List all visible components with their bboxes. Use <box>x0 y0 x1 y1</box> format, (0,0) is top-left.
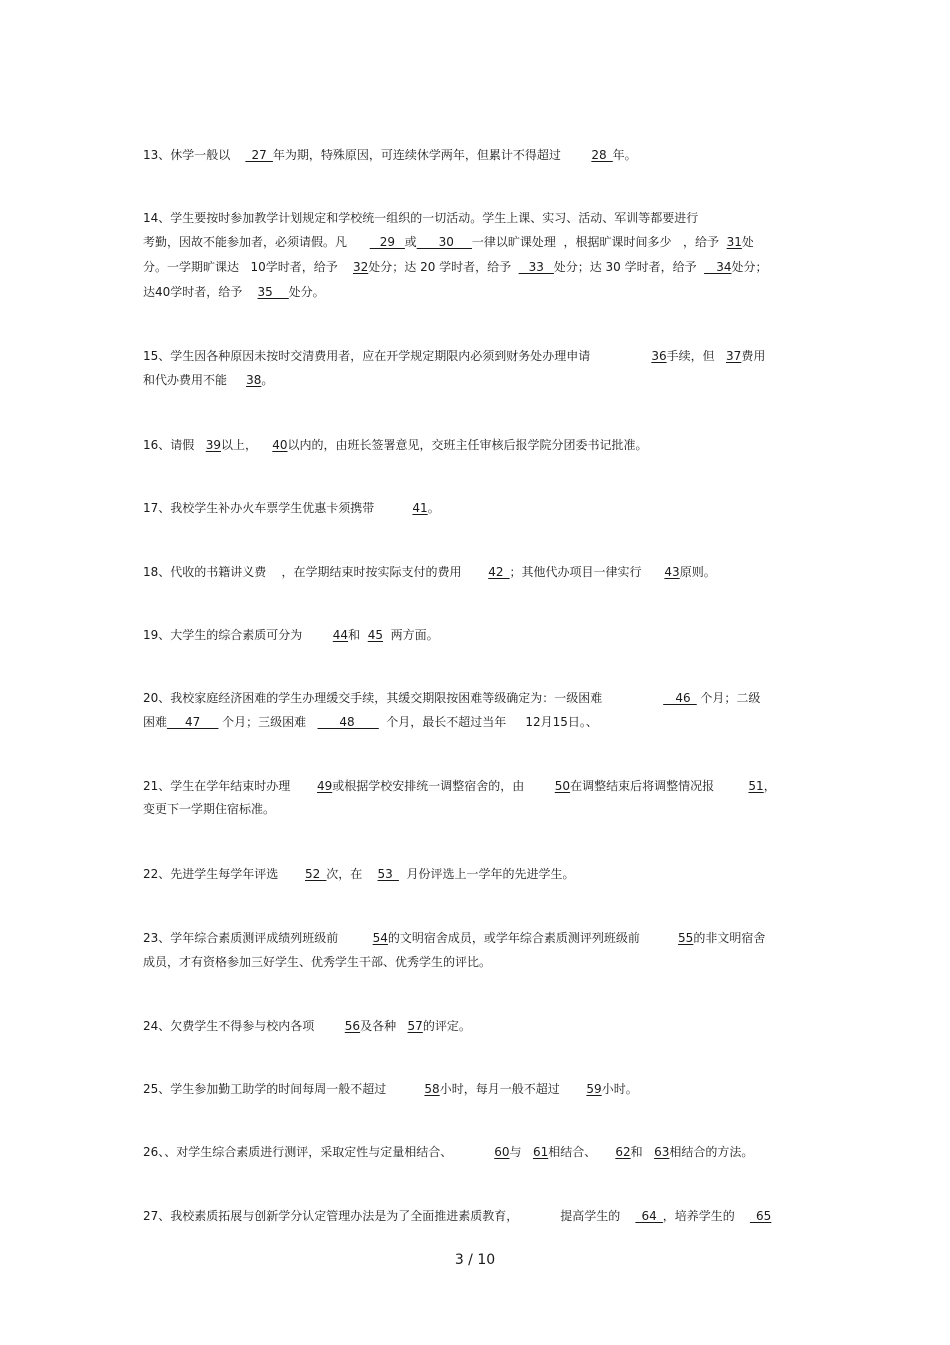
answer-blank-63: 63 <box>654 1145 670 1159</box>
question-text: 一律以旷课处理 ，根据旷课时间多少 ，给予 <box>471 235 727 249</box>
answer-blank-65: _65 <box>750 1209 772 1223</box>
question-text: 达40学时者，给予 <box>143 285 258 299</box>
question-14-line-2 <box>143 234 754 250</box>
question-text: ， <box>763 779 776 793</box>
question-text: 成员，才有资格参加三好学生、优秀学生干部、优秀学生的评比。 <box>143 955 492 969</box>
question-text: 与 <box>509 1145 533 1159</box>
question-25-line-1 <box>143 1081 638 1097</box>
question-text: 24、欠费学生不得参与校内各项 <box>143 1019 345 1033</box>
question-text: 25、学生参加勤工助学的时间每周一般不超过 <box>143 1082 425 1096</box>
question-text: 考勤，因故不能参加者，必须请假。凡 <box>143 235 370 249</box>
answer-blank-29: _ 29 _ <box>369 235 405 249</box>
question-text: 手续，但 <box>666 349 727 363</box>
question-text: 19、大学生的综合素质可分为 <box>143 628 333 642</box>
question-text: 13、休学一般以 <box>143 148 246 162</box>
answer-blank-56: 56 <box>344 1019 361 1033</box>
question-13-line-1 <box>143 147 637 163</box>
question-text: 处分； <box>731 260 768 274</box>
page-number: 3 / 10 <box>454 1252 496 1268</box>
answer-blank-32: 32 <box>352 260 369 274</box>
question-27-line-1 <box>143 1208 771 1224</box>
question-text: 。 <box>261 373 274 387</box>
answer-blank-28: 28_ <box>591 148 613 162</box>
question-14-line-4 <box>143 284 325 300</box>
answer-blank-27: _27_ <box>245 148 273 162</box>
question-text: 的文明宿舍成员，或学年综合素质测评列班级前 <box>387 931 679 945</box>
answer-blank-55: 55 <box>678 931 694 945</box>
answer-blank-36: 36 <box>651 349 667 363</box>
question-text: 16、请假 <box>143 438 206 452</box>
question-text: 的非文明宿舍 <box>693 931 766 945</box>
question-text: 困难 <box>143 715 168 729</box>
answer-blank-58: 58 <box>424 1082 440 1096</box>
question-text: 月份评选上一学年的先进学生。 <box>398 867 575 881</box>
answer-blank-54: 54 <box>372 931 388 945</box>
question-text: 年。 <box>612 148 637 162</box>
question-23-line-1 <box>143 930 765 946</box>
question-text: 18、代收的书籍讲义费 ，在学期结束时按实际支付的费用 <box>143 565 489 579</box>
question-14-line-3 <box>143 259 768 275</box>
question-text: 个月；三级困难 <box>218 715 318 729</box>
question-text: 小时。 <box>601 1082 638 1096</box>
answer-blank-48: ___ 48____ <box>317 715 379 729</box>
question-20-line-2 <box>143 714 598 730</box>
question-text: 两方面。 <box>383 628 439 642</box>
answer-blank-57: 57 <box>407 1019 423 1033</box>
question-text: 26、、对学生综合素质进行测评，采取定性与定量相结合、 <box>143 1145 495 1159</box>
question-text: 以内的，由班长签署意见，交班主任审核后报学院分团委书记批准。 <box>287 438 648 452</box>
answer-blank-49: 49 <box>316 779 333 793</box>
question-text: 和 <box>630 1145 655 1159</box>
answer-blank-34: __34 <box>704 260 732 274</box>
question-text: 个月，最长不超过当年 12月15日。、 <box>378 715 598 729</box>
question-text: 变更下一学期住宿标准。 <box>143 802 276 816</box>
question-16-line-1 <box>143 437 648 453</box>
question-21-line-1 <box>143 778 776 794</box>
question-text: 14、学生要按时参加教学计划规定和学校统一组织的一切活动。学生上课、实习、活动、军训等都要进行 <box>143 211 699 225</box>
answer-blank-42: 42_ <box>488 565 510 579</box>
question-text: 22、先进学生每学年评选 <box>143 867 305 881</box>
question-text: 和代办费用不能 <box>143 373 247 387</box>
answer-blank-43: 43 <box>664 565 680 579</box>
question-21-line-2 <box>143 801 275 817</box>
answer-blank-39: 39 <box>205 438 221 452</box>
answer-blank-41: 41 <box>412 501 428 515</box>
question-text: 或 <box>404 235 417 249</box>
question-text: 20、我校家庭经济困难的学生办理缓交手续，其缓交期限按困难等级确定为：一级困难 <box>143 691 664 705</box>
answer-blank-60: 60 <box>494 1145 510 1159</box>
answer-blank-46: __46_ <box>663 691 697 705</box>
answer-blank-53: 53_ <box>377 867 399 881</box>
question-text: 23、学年综合素质测评成绩列班级前 <box>143 931 373 945</box>
question-26-line-1 <box>143 1144 753 1160</box>
answer-blank-30: _ __30___ <box>416 235 472 249</box>
question-15-line-1 <box>143 348 765 364</box>
answer-blank-52: 52_ <box>304 867 327 881</box>
answer-blank-35: 35 __ <box>257 285 289 299</box>
answer-blank-31: 31 <box>726 235 742 249</box>
question-text: 处分。 <box>288 285 325 299</box>
question-text: 15、学生因各种原因未按时交清费用者，应在开学规定期限内必须到财务处办理申请 <box>143 349 652 363</box>
question-text: 在调整结束后将调整情况报 <box>570 779 749 793</box>
question-text: 17、我校学生补办火车票学生优惠卡须携带 <box>143 501 413 515</box>
question-20-line-1 <box>143 690 760 706</box>
question-text: 分。一学期旷课达 10学时者，给予 <box>143 260 353 274</box>
question-22-line-1 <box>143 866 574 882</box>
question-text: 及各种 <box>360 1019 408 1033</box>
answer-blank-50: 50 <box>554 779 571 793</box>
question-text: 和 <box>348 628 368 642</box>
question-text: 处分；达 30 学时者，给予 <box>553 260 705 274</box>
answer-blank-37: 37 <box>726 349 742 363</box>
question-text: 费用 <box>741 349 766 363</box>
question-15-line-2 <box>143 372 273 388</box>
answer-blank-64: _64_ <box>635 1209 663 1223</box>
question-text: 相结合、 <box>548 1145 616 1159</box>
answer-blank-59: 59 <box>586 1082 602 1096</box>
question-24-line-1 <box>143 1018 471 1034</box>
question-text: 。 <box>427 501 440 515</box>
answer-blank-38: 38 <box>246 373 262 387</box>
question-text: 年为期，特殊原因，可连续休学两年，但累计不得超过 <box>272 148 592 162</box>
question-text: 的评定。 <box>422 1019 471 1033</box>
question-17-line-1 <box>143 500 440 516</box>
answer-blank-61: 61 <box>532 1145 549 1159</box>
answer-blank-33: _ 33 _ <box>518 260 554 274</box>
question-23-line-2 <box>143 954 491 970</box>
question-text: 或根据学校安排统一调整宿舍的，由 <box>332 779 555 793</box>
question-text: 处分；达 20 学时者，给予 <box>368 260 519 274</box>
question-18-line-1 <box>143 564 716 580</box>
question-text: 21、学生在学年结束时办理 <box>143 779 317 793</box>
answer-blank-44: 44 <box>332 628 349 642</box>
question-text: 相结合的方法。 <box>669 1145 754 1159</box>
answer-blank-51: 51 <box>748 779 764 793</box>
question-text: 小时，每月一般不超过 <box>439 1082 587 1096</box>
question-text: ；其他代办项目一律实行 <box>509 565 665 579</box>
question-text: 处 <box>741 235 754 249</box>
question-text: ，培养学生的 <box>662 1209 751 1223</box>
question-19-line-1 <box>143 627 439 643</box>
question-14-line-1 <box>143 210 698 226</box>
question-text: 次，在 <box>326 867 378 881</box>
question-text: 以上， <box>221 438 273 452</box>
answer-blank-47: ___47___ <box>167 715 219 729</box>
answer-blank-45: 45 <box>367 628 383 642</box>
question-text: 个月；二级 <box>696 691 761 705</box>
question-text: 原则。 <box>679 565 716 579</box>
question-text: 27、我校素质拓展与创新学分认定管理办法是为了全面推进素质教育， 提高学生的 <box>143 1209 636 1223</box>
answer-blank-40: 40 <box>272 438 288 452</box>
answer-blank-62: 62 <box>615 1145 631 1159</box>
